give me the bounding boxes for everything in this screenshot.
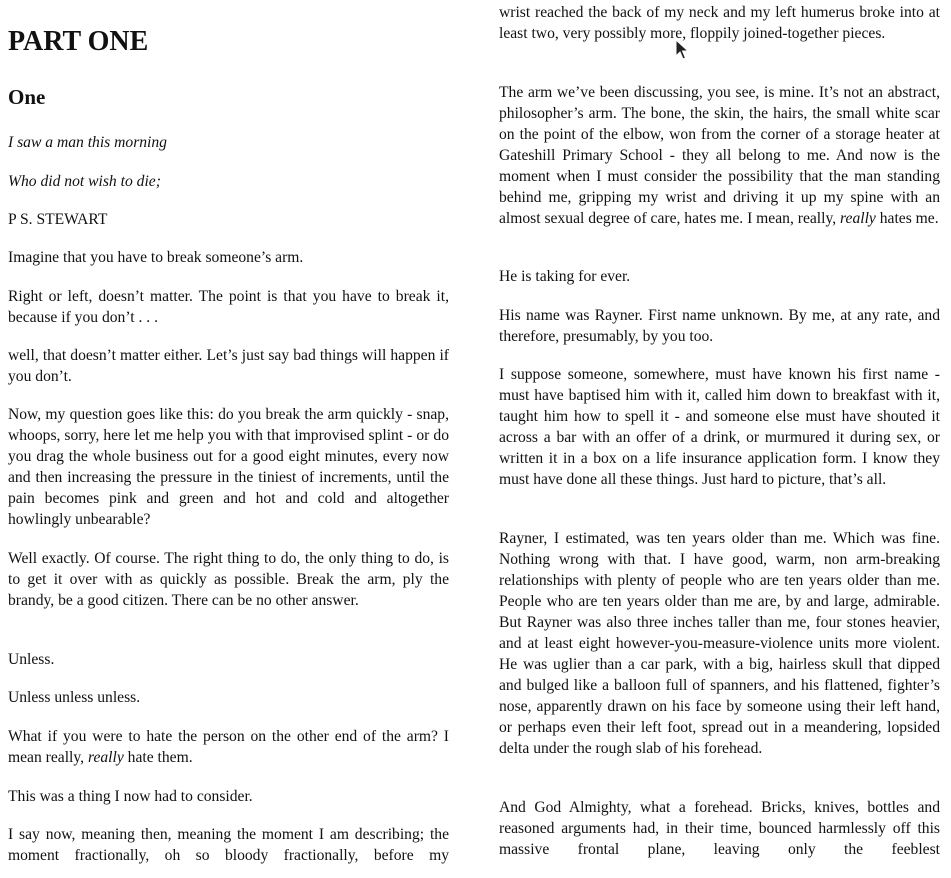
paragraph: And God Almighty, what a forehead. Bricks, knives, bottles and reasoned arguments had, in their time, bounced harmlessly off this massive frontal plane, leaving only the feeblest — [499, 799, 940, 858]
paragraph: Rayner, I estimated, was ten years older than me. Which was fine. Nothing wrong with that. I have good, warm, non arm-breaking relationships with plenty of people who are ten years older than me. People who are ten years older than me are, by and large, admirable. But Rayner was also three inches taller than me, four stones heavier, and at least eight however-you-measure-violence units more violent. He was uglier than a car park, with a big, hairless skull that dipped and bulged like a balloon full of spanners, and his flattened, fighter’s nose, apparently drawn on his face by someone using their left hand, or perhaps even their left foot, spread out in a meandering, lopsided delta under the rough slab of his forehead. — [499, 530, 940, 757]
paragraph — [499, 82, 940, 229]
epigraph-line-2: Who did not wish to die; — [8, 173, 161, 190]
paragraph: I say now, meaning then, meaning the moment I am describing; the moment fractionally, oh so bloody fractionally, before my — [8, 826, 449, 864]
emphasis: really — [840, 210, 876, 227]
paragraph: I suppose someone, somewhere, must have known his first name - must have baptised him with it, called him down to breakfast with it, taught him how to spell it - and someone else must have shouted it across a bar with an offer of a drink, or murmured it during sex, or written it in a box on a life insurance application form. I know they must have done all these things. Just hard to picture, that’s all. — [499, 366, 940, 488]
text-run: hates me. — [875, 210, 939, 227]
paragraph: Unless unless unless. — [8, 689, 141, 706]
paragraph: He is taking for ever. — [499, 268, 631, 285]
paragraph: Now, my question goes like this: do you break the arm quickly - snap, whoops, sorry, here let me help you with that improvised splint - or do you drag the whole business out for a good eight minutes, every now and then increasing the pressure in the tiniest of increments, until the pain becomes pink and green and hot and cold and altogether howlingly unbearable? — [8, 406, 449, 528]
part-title: PART ONE — [8, 26, 149, 57]
mouse-cursor-icon — [675, 39, 689, 61]
chapter-title: One — [8, 85, 46, 109]
paragraph: well, that doesn’t matter either. Let’s just say bad things will happen if you don’t. — [8, 347, 449, 385]
text-run: hate them. — [123, 749, 193, 766]
paragraph: wrist reached the back of my neck and my left humerus broke into at least two, very possibly more, floppily joined-together pieces. — [499, 4, 940, 42]
epigraph-line-1: I saw a man this morning — [8, 134, 167, 151]
paragraph: His name was Rayner. First name unknown. By me, at any rate, and therefore, presumably, by you too. — [499, 307, 940, 345]
paragraph: Right or left, doesn’t matter. The point is that you have to break it, because if you don’t . . . — [8, 288, 449, 326]
paragraph: This was a thing I now had to consider. — [8, 788, 253, 805]
epigraph-author: P S. STEWART — [8, 211, 108, 228]
emphasis: really — [87, 749, 124, 766]
paragraph: Well exactly. Of course. The right thing to do, the only thing to do, is to get it over with as quickly as possible. Break the arm, ply the brandy, be a good citizen. There can be no other answer. — [8, 550, 449, 609]
text-run: The arm we’ve been discussing, you see, is mine. It’s not an abstract, philosopher’s arm. The bone, the skin, the hairs, the small white scar on the point of the elbow, won from the corner of a storage heater at Gateshill Primary School - they all belong to me. And now is the moment when I must consider the possibility that the man standing behind me, gripping my wrist and driving it up my spine with an almost sexual degree of care, hates me. I mean, really, — [499, 84, 940, 227]
paragraph: Imagine that you have to break someone’s arm. — [8, 249, 304, 266]
text-run: What if you were to hate the person on the other end of the arm? I mean really, — [8, 728, 449, 766]
paragraph: Unless. — [8, 651, 55, 668]
paragraph — [8, 726, 449, 768]
